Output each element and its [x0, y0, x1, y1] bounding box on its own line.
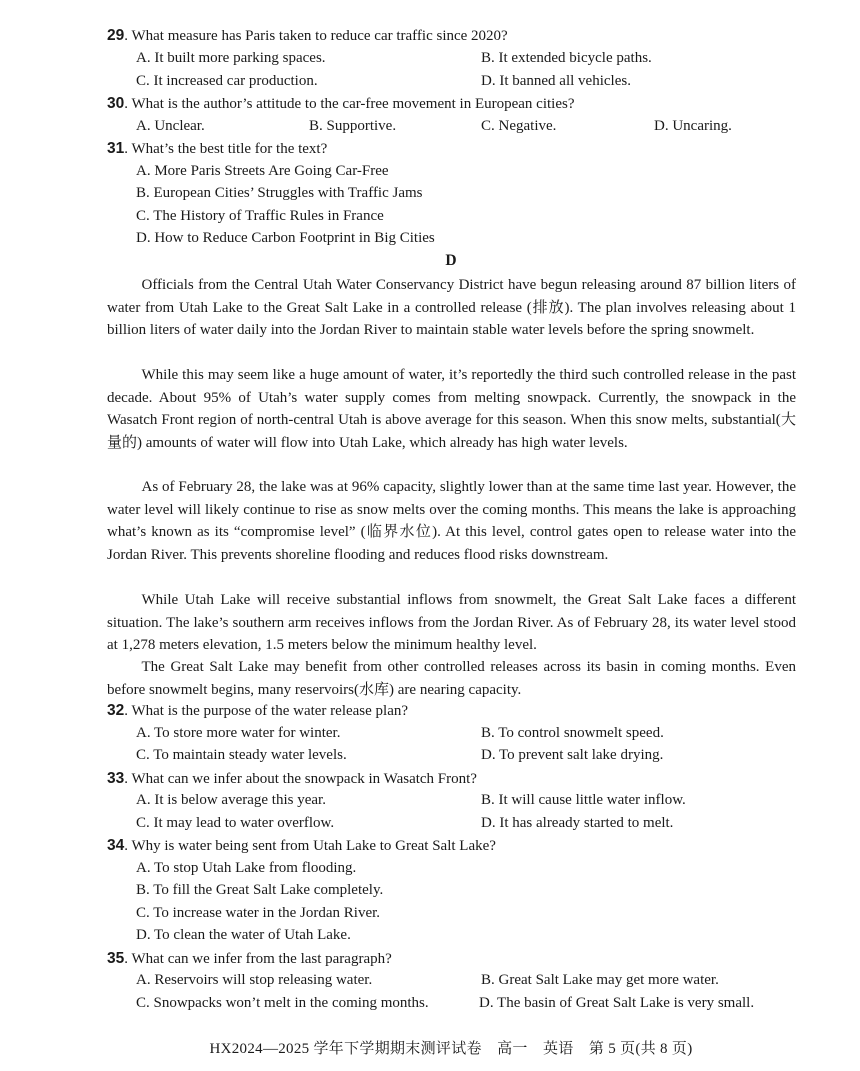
option-29-d: D. It banned all vehicles. [481, 73, 631, 89]
question-stem: What can we infer from the last paragraph? [131, 951, 392, 967]
section-title: D [445, 252, 457, 269]
option-31-c: C. The History of Traffic Rules in France [136, 208, 384, 224]
question-30: 30. What is the author’s attitude to the car-free movement in European cities? [107, 95, 575, 112]
option-33-a: A. It is below average this year. [136, 792, 326, 808]
question-31: 31. What’s the best title for the text? [107, 140, 328, 157]
option-30-a: A. Unclear. [136, 118, 205, 134]
question-stem: What’s the best title for the text? [131, 141, 328, 157]
option-29-a: A. It built more parking spaces. [136, 50, 326, 66]
question-stem: Why is water being sent from Utah Lake to Great Salt Lake? [131, 838, 496, 854]
passage-paragraph-5: The Great Salt Lake may benefit from other controlled releases across its basin in coming months. Even before snowmelt begins, many reservoirs(水库) are nearing capacity. [107, 659, 796, 698]
passage-paragraph-4: While Utah Lake will receive substantial inflows from snowmelt, the Great Salt Lake faces a different situation. The lake’s southern arm receives inflows from the Jordan River. As of February 28, its water level stood at 1,278 meters elevation, 1.5 meters below the minimum healthy level. [107, 592, 796, 654]
passage-paragraph-2: While this may seem like a huge amount of water, it’s reportedly the third such controlled release in the past decade. About 95% of Utah’s water supply comes from melting snowpack. Currently, the snowpack in the Wasatch Front region of north-central Utah is above average for this season. When this snow melts, substantial(大量的) amounts of water will flow into Utah Lake, which already has high water levels. [107, 367, 796, 451]
option-32-d: D. To prevent salt lake drying. [481, 747, 664, 763]
option-34-b: B. To fill the Great Salt Lake completely. [136, 882, 384, 898]
question-number: 35 [107, 950, 125, 967]
option-34-d: D. To clean the water of Utah Lake. [136, 927, 351, 943]
question-number: 34 [107, 837, 125, 854]
option-34-c: C. To increase water in the Jordan River. [136, 905, 381, 921]
option-32-a: A. To store more water for winter. [136, 725, 341, 741]
option-29-c: C. It increased car production. [136, 73, 318, 89]
option-29-b: B. It extended bicycle paths. [481, 50, 652, 66]
option-35-c: C. Snowpacks won’t melt in the coming months. [136, 995, 429, 1011]
option-31-b: B. European Cities’ Struggles with Traffic Jams [136, 185, 423, 201]
page-footer: HX2024—2025 学年下学期期末测评试卷 高一 英语 第 5 页(共 8 页) [209, 1041, 693, 1057]
question-number: 29 [107, 27, 125, 44]
option-33-c: C. It may lead to water overflow. [136, 815, 335, 831]
question-34: 34. Why is water being sent from Utah Lake to Great Salt Lake? [107, 837, 496, 854]
question-29: 29. What measure has Paris taken to reduce car traffic since 2020? [107, 27, 508, 44]
option-30-c: C. Negative. [481, 118, 557, 134]
question-stem: What can we infer about the snowpack in Wasatch Front? [131, 771, 477, 787]
question-stem: What is the author’s attitude to the car-free movement in European cities? [131, 96, 575, 112]
question-number: 31 [107, 140, 125, 157]
option-33-d: D. It has already started to melt. [481, 815, 674, 831]
question-stem: What is the purpose of the water release plan? [131, 703, 409, 719]
option-35-b: B. Great Salt Lake may get more water. [481, 972, 719, 988]
option-30-d: D. Uncaring. [654, 118, 732, 134]
option-35-a: A. Reservoirs will stop releasing water. [136, 972, 373, 988]
question-number: 30 [107, 95, 125, 112]
option-32-c: C. To maintain steady water levels. [136, 747, 347, 763]
question-number: 32 [107, 702, 125, 719]
option-33-b: B. It will cause little water inflow. [481, 792, 686, 808]
question-35: 35. What can we infer from the last paragraph? [107, 950, 392, 967]
question-number: 33 [107, 770, 125, 787]
passage-paragraph-3: As of February 28, the lake was at 96% capacity, slightly lower than at the same time last year. However, the water level will likely continue to rise as snow melts over the coming months. This means the lake is approaching what’s known as its “compromise level” (临界水位). At this level, control gates open to release water into the Jordan River. This prevents shoreline flooding and reduces flood risks downstream. [107, 479, 796, 563]
option-32-b: B. To control snowmelt speed. [481, 725, 664, 741]
question-32: 32. What is the purpose of the water release plan? [107, 702, 409, 719]
option-30-b: B. Supportive. [309, 118, 397, 134]
passage-paragraph-1: Officials from the Central Utah Water Conservancy District have begun releasing around 87 billion liters of water from Utah Lake to the Great Salt Lake in a controlled release (排放). The plan involves releasing about 1 billion liters of water daily into the Jordan River to maintain stable water levels before the spring snowmelt. [107, 277, 796, 339]
question-stem: What measure has Paris taken to reduce car traffic since 2020? [131, 28, 508, 44]
option-31-d: D. How to Reduce Carbon Footprint in Big Cities [136, 230, 435, 246]
option-31-a: A. More Paris Streets Are Going Car-Free [136, 163, 389, 179]
option-35-d: D. The basin of Great Salt Lake is very small. [479, 995, 755, 1011]
question-33: 33. What can we infer about the snowpack in Wasatch Front? [107, 770, 477, 787]
option-34-a: A. To stop Utah Lake from flooding. [136, 860, 357, 876]
